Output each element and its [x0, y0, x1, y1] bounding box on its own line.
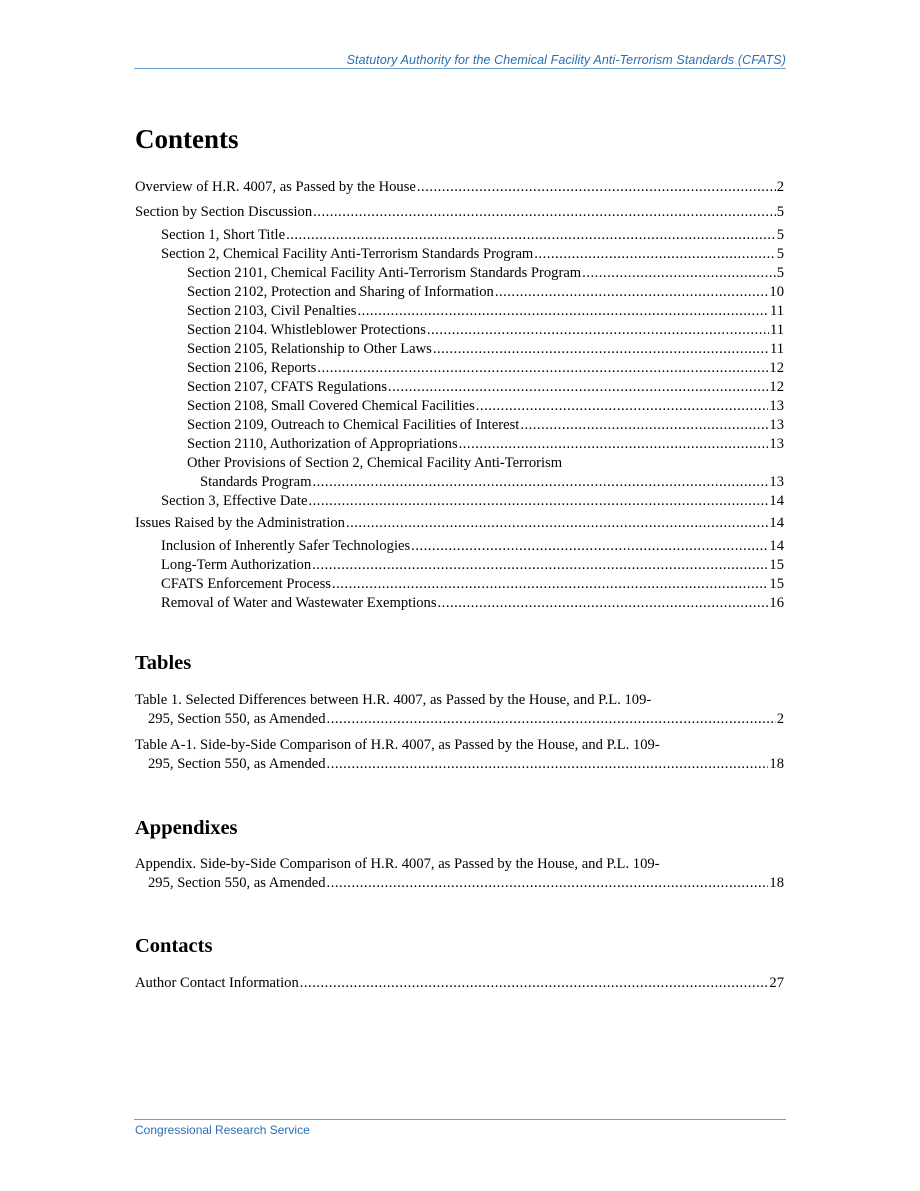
toc-entry-section-2107[interactable]: Section 2107, CFATS Regulations ..... 12: [135, 378, 784, 396]
toc-entry-overview[interactable]: Overview of H.R. 4007, as Passed by the House ..... 2: [135, 178, 784, 196]
toc-entry-section-2104[interactable]: Section 2104. Whistleblower Protections ..... 11: [135, 321, 784, 339]
footer-rule: [134, 1119, 786, 1120]
contacts-heading: Contacts: [135, 935, 213, 957]
footer-org: Congressional Research Service: [135, 1123, 310, 1137]
toc-entry-section-2101[interactable]: Section 2101, Chemical Facility Anti-Terrorism Standards Program ..... 5: [135, 264, 784, 282]
toc-entry-section-1[interactable]: Section 1, Short Title ..... 5: [135, 226, 784, 244]
toc-entry-section-2109[interactable]: Section 2109, Outreach to Chemical Facilities of Interest ..... 13: [135, 416, 784, 434]
header-rule: [134, 68, 786, 69]
contact-entry-author[interactable]: Author Contact Information ..... 27: [135, 974, 784, 992]
tables-heading: Tables: [135, 652, 192, 674]
table-entry-1[interactable]: Table 1. Selected Differences between H.R. 4007, as Passed by the House, and P.L. 109-: [135, 692, 652, 708]
toc-entry-section-2110[interactable]: Section 2110, Authorization of Appropriations ..... 13: [135, 435, 784, 453]
toc-entry-section-2102[interactable]: Section 2102, Protection and Sharing of Information ..... 10: [135, 283, 784, 301]
toc-entry-inherently-safer[interactable]: Inclusion of Inherently Safer Technologies ..... 14: [135, 537, 784, 555]
running-header: Statutory Authority for the Chemical Facility Anti-Terrorism Standards (CFATS): [346, 53, 786, 67]
toc-entry-long-term[interactable]: Long-Term Authorization ..... 15: [135, 556, 784, 574]
toc-entry-other-provisions[interactable]: Other Provisions of Section 2, Chemical Facility Anti-Terrorism: [187, 455, 563, 471]
toc-entry-section-by-section[interactable]: Section by Section Discussion ..... 5: [135, 203, 784, 221]
table-entry-1-cont[interactable]: 295, Section 550, as Amended ..... 2: [135, 710, 784, 728]
contents-heading: Contents: [135, 124, 239, 154]
toc-entry-enforcement[interactable]: CFATS Enforcement Process ..... 15: [135, 575, 784, 593]
table-entry-a1[interactable]: Table A-1. Side-by-Side Comparison of H.R. 4007, as Passed by the House, and P.L. 109-: [135, 737, 660, 753]
toc-entry-section-2103[interactable]: Section 2103, Civil Penalties ..... 11: [135, 302, 784, 320]
toc-entry-section-2106[interactable]: Section 2106, Reports ..... 12: [135, 359, 784, 377]
toc-entry-other-provisions-cont[interactable]: Standards Program ..... 13: [135, 473, 784, 491]
toc-entry-section-2108[interactable]: Section 2108, Small Covered Chemical Facilities ..... 13: [135, 397, 784, 415]
toc-entry-section-2105[interactable]: Section 2105, Relationship to Other Laws ..... 11: [135, 340, 784, 358]
appendixes-heading: Appendixes: [135, 817, 238, 839]
toc-entry-section-3[interactable]: Section 3, Effective Date ..... 14: [135, 492, 784, 510]
toc-entry-water[interactable]: Removal of Water and Wastewater Exemptions ..... 16: [135, 594, 784, 612]
toc-entry-issues[interactable]: Issues Raised by the Administration ..... 14: [135, 514, 784, 532]
toc-entry-section-2[interactable]: Section 2, Chemical Facility Anti-Terrorism Standards Program ..... 5: [135, 245, 784, 263]
appendix-entry[interactable]: Appendix. Side-by-Side Comparison of H.R. 4007, as Passed by the House, and P.L. 109-: [135, 856, 660, 872]
appendix-entry-cont[interactable]: 295, Section 550, as Amended ..... 18: [135, 874, 784, 892]
table-entry-a1-cont[interactable]: 295, Section 550, as Amended ..... 18: [135, 755, 784, 773]
